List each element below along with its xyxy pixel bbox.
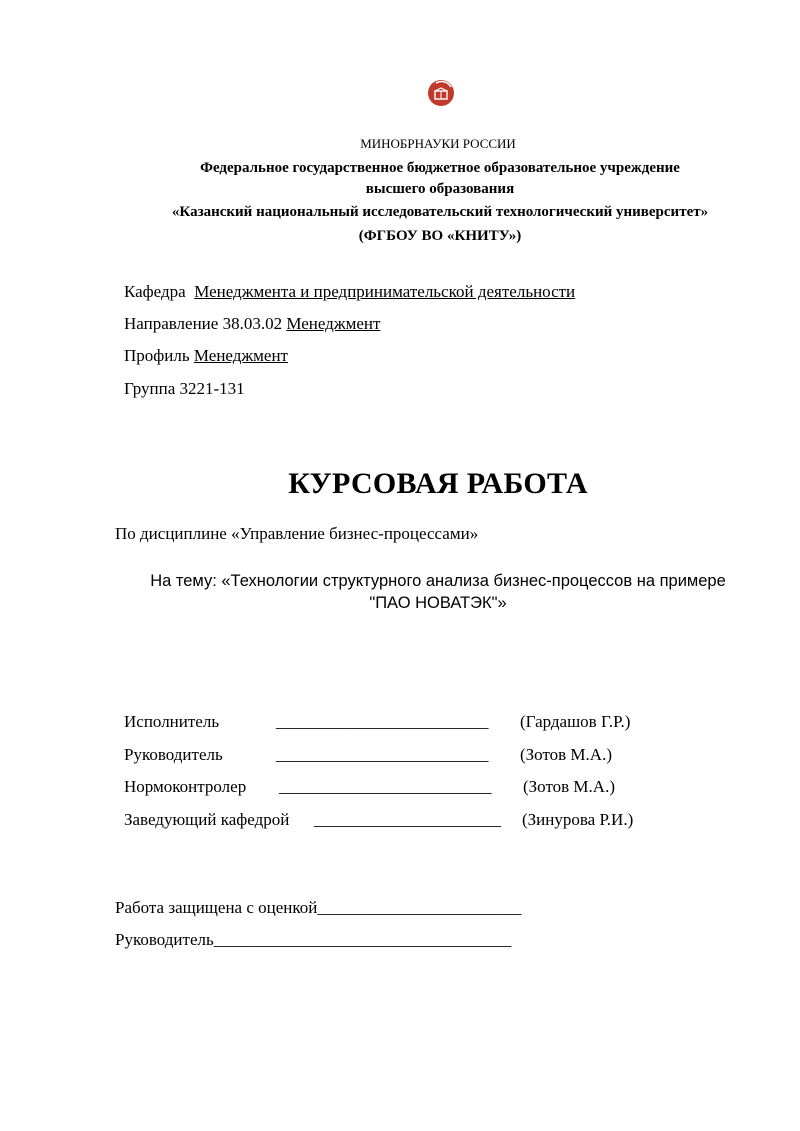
signature-role: Нормоконтролер — [124, 777, 247, 796]
signature-line: _________________________ — [276, 712, 489, 731]
signature-name: (Гардашов Г.Р.) — [520, 712, 631, 731]
grade-line: Работа защищена с оценкой________________________ — [115, 898, 522, 917]
ministry-name: МИНОБРНАУКИ РОССИИ — [360, 136, 516, 151]
department-row — [124, 282, 575, 302]
direction-value: Менеджмент — [286, 314, 381, 333]
signature-line: _________________________ — [276, 745, 489, 764]
institution-line-3: «Казанский национальный исследовательский технологический университет» — [171, 204, 709, 220]
institution-line-2: высшего образования — [365, 181, 515, 197]
signature-name: (Зотов М.А.) — [523, 777, 615, 796]
signature-role: Исполнитель — [124, 712, 220, 731]
institution-line-1: Федеральное государственное бюджетное образовательное учреждение — [200, 160, 680, 176]
signature-name: (Зотов М.А.) — [520, 745, 612, 764]
document-title: КУРСОВАЯ РАБОТА — [288, 467, 588, 500]
signature-name: (Зинурова Р.И.) — [522, 810, 634, 829]
university-emblem-icon — [427, 79, 455, 107]
topic-line-2: "ПАО НОВАТЭК"» — [369, 594, 507, 612]
profile-label: Профиль — [124, 346, 190, 365]
profile-value: Менеджмент — [193, 346, 288, 365]
department-label: Кафедра — [124, 282, 186, 301]
profile-row — [124, 346, 288, 366]
signature-line: ______________________ — [314, 810, 501, 829]
group-row: Группа 3221-131 — [124, 379, 245, 398]
direction-label: Направление 38.03.02 — [124, 314, 283, 333]
signature-role: Руководитель — [124, 745, 223, 764]
institution-short-name: (ФГБОУ ВО «КНИТУ») — [358, 228, 522, 244]
signature-line: _________________________ — [279, 777, 492, 796]
signature-role: Заведующий кафедрой — [124, 810, 290, 829]
topic-line-1: На тему: «Технологии структурного анализа бизнес-процессов на примере — [150, 572, 726, 590]
direction-row — [124, 314, 380, 334]
department-value: Менеджмента и предпринимательской деятельности — [194, 282, 576, 301]
supervisor-line: Руководитель___________________________________ — [115, 930, 512, 949]
discipline: По дисциплине «Управление бизнес-процессами» — [115, 524, 479, 543]
